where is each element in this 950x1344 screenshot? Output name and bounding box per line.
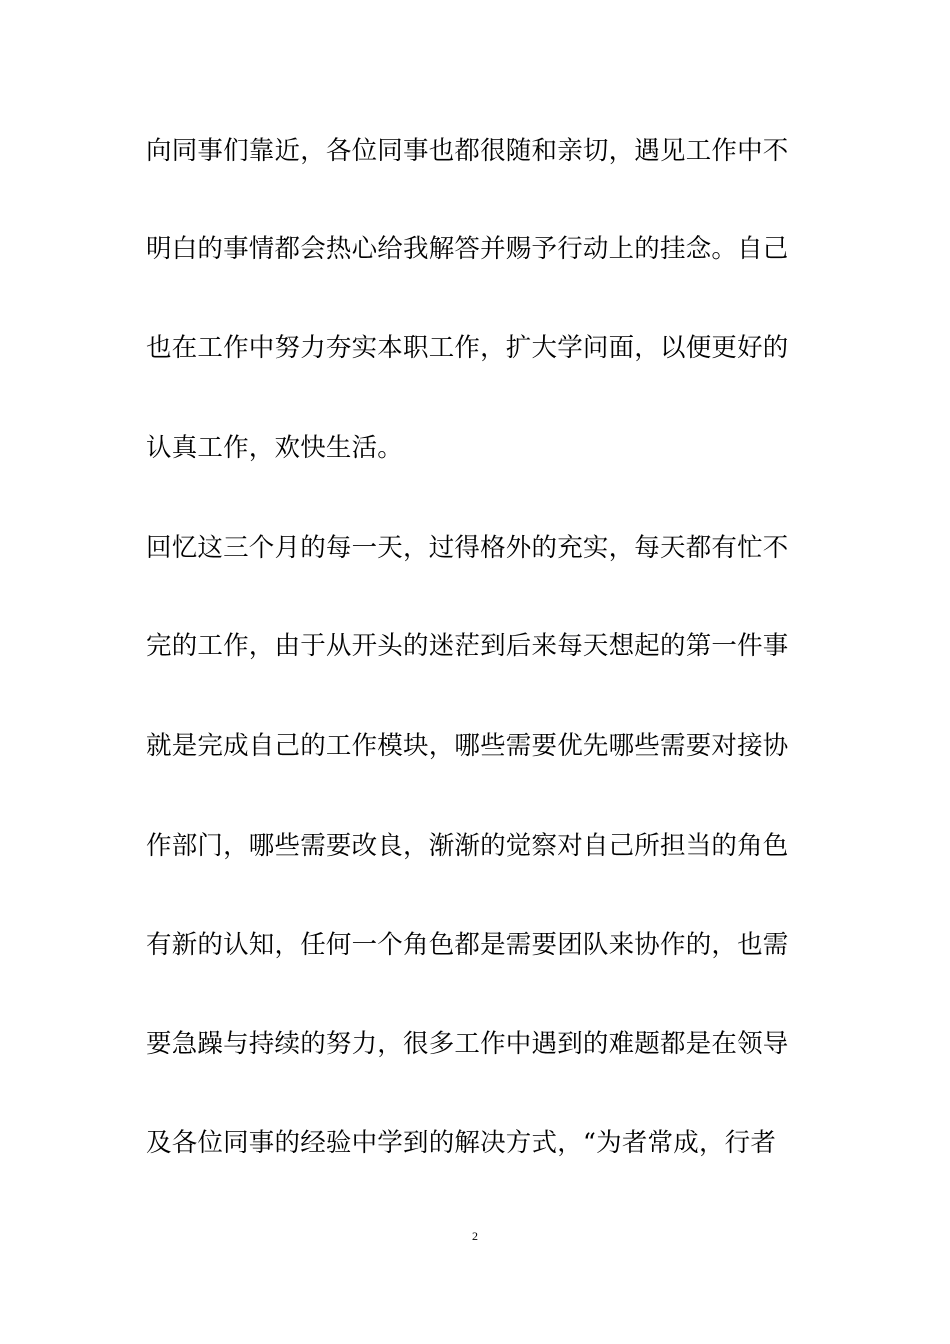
text-line: 也在工作中努力夯实本职工作，扩大学问面，以便更好的 bbox=[146, 333, 789, 363]
text-line: 明白的事情都会热心给我解答并赐予行动上的挂念。自己 bbox=[146, 234, 789, 264]
text-line: 完的工作，由于从开头的迷茫到后来每天想起的第一件事 bbox=[146, 631, 789, 661]
text-line: 向同事们靠近，各位同事也都很随和亲切，遇见工作中不 bbox=[146, 136, 789, 166]
text-line: 要急躁与持续的努力，很多工作中遇到的难题都是在领导 bbox=[146, 1029, 789, 1059]
text-line: 就是完成自己的工作模块，哪些需要优先哪些需要对接协 bbox=[146, 731, 789, 761]
page-number: 2 bbox=[472, 1229, 478, 1243]
text-line: 作部门，哪些需要改良，渐渐的觉察对自己所担当的角色 bbox=[146, 831, 789, 861]
text-line: 认真工作，欢快生活。 bbox=[146, 433, 404, 463]
text-line: 回忆这三个月的每一天，过得格外的充实，每天都有忙不 bbox=[146, 533, 789, 563]
text-line: 有新的认知，任何一个角色都是需要团队来协作的，也需 bbox=[146, 930, 789, 960]
text-line: 及各位同事的经验中学到的解决方式，“为者常成，行者 bbox=[146, 1128, 777, 1158]
